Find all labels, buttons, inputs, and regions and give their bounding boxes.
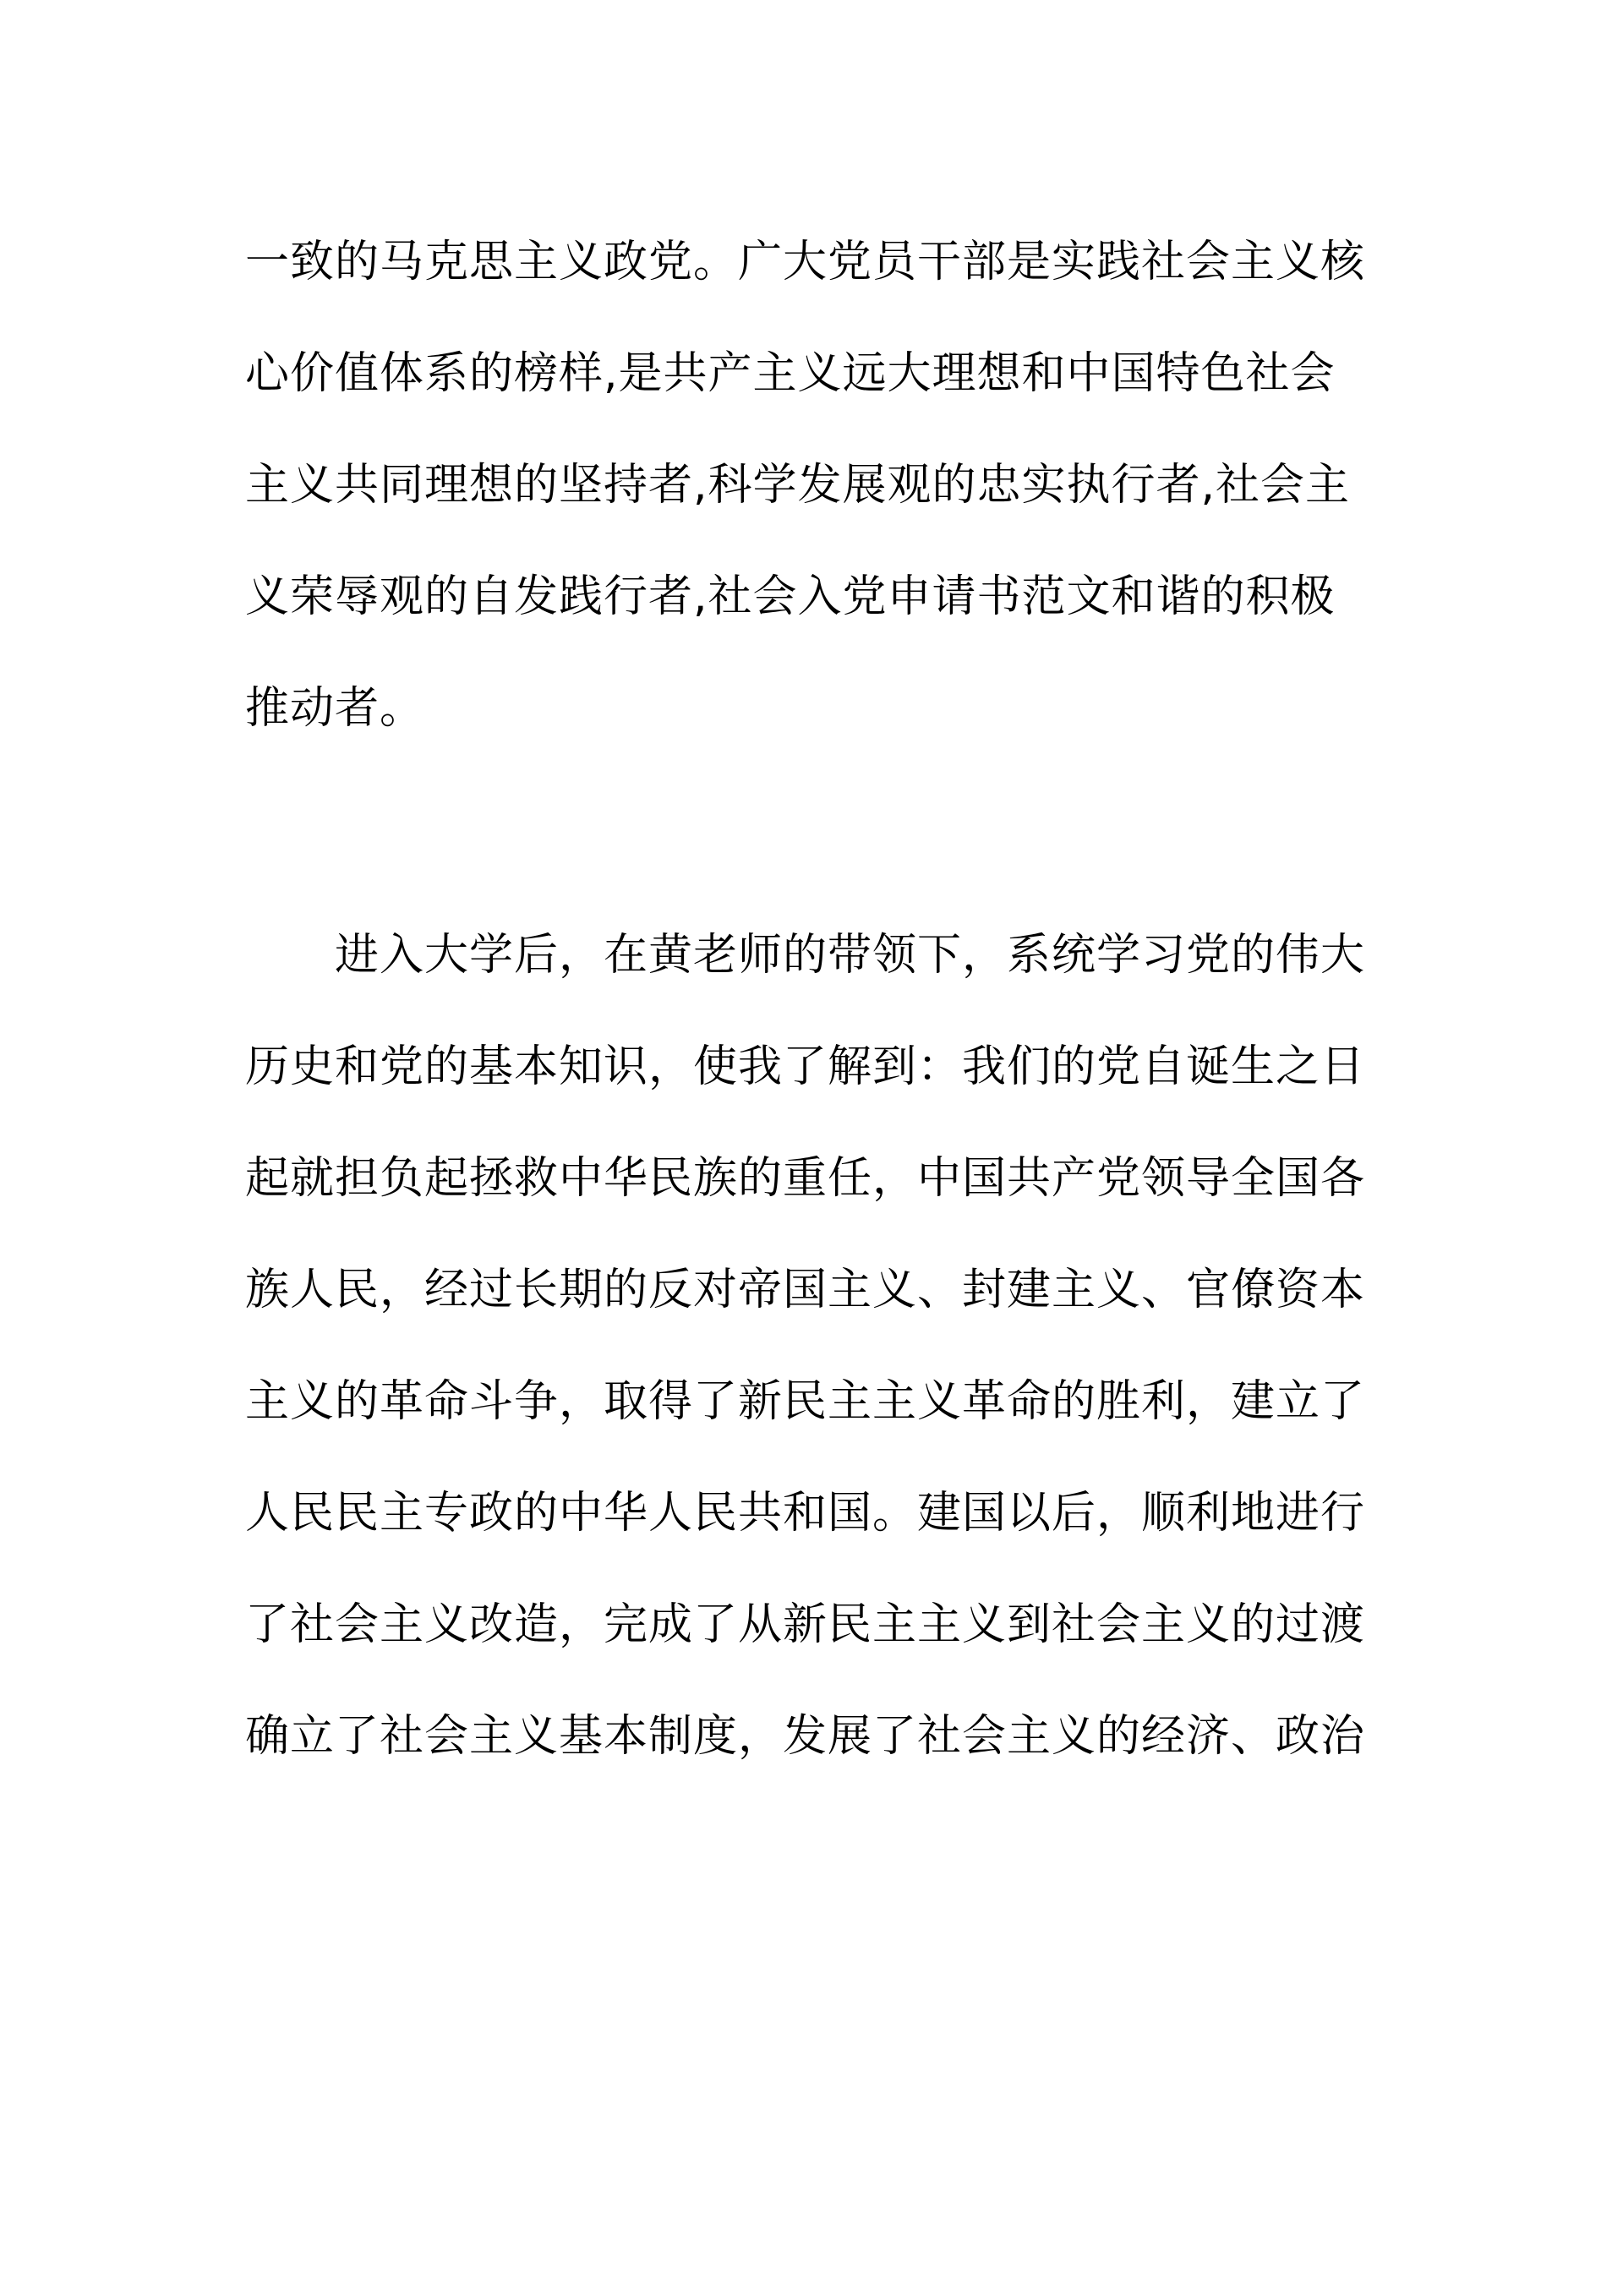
text-line: 主义共同理想的坚持者,科学发展观的忠实执行者,社会主 — [245, 460, 1351, 511]
text-line: 推动者。 — [245, 683, 425, 734]
text-line: 一致的马克思主义政党。广大党员干部是实践社会主义核 — [245, 237, 1366, 287]
paragraph-1 — [245, 206, 1395, 764]
text-line: 历史和党的基本知识，使我了解到：我们的党自诞生之日 — [245, 1041, 1366, 1092]
text-line: 族人民，经过长期的反对帝国主义、封建主义、官僚资本 — [245, 1265, 1366, 1315]
text-line: 了社会主义改造，完成了从新民主主义到社会主义的过渡 — [245, 1599, 1366, 1650]
paragraph-2 — [245, 899, 1395, 1792]
text-line: 进入大学后，在黄老师的带领下，系统学习党的伟大 — [245, 930, 1366, 981]
text-line: 起就担负起拯救中华民族的重任，中国共产党领导全国各 — [245, 1153, 1366, 1204]
text-line: 主义的革命斗争，取得了新民主主义革命的胜利，建立了 — [245, 1376, 1366, 1427]
text-line: 确立了社会主义基本制度，发展了社会主义的经济、政治 — [245, 1711, 1366, 1762]
text-line: 义荣辱观的自发践行者,社会入党申请书范文和谐的积极 — [245, 571, 1336, 622]
text-line: 人民民主专政的中华人民共和国。建国以后，顺利地进行 — [245, 1488, 1366, 1539]
text-line: 心价值体系的榜样,是共产主义远大理想和中国特色社会 — [245, 348, 1336, 399]
